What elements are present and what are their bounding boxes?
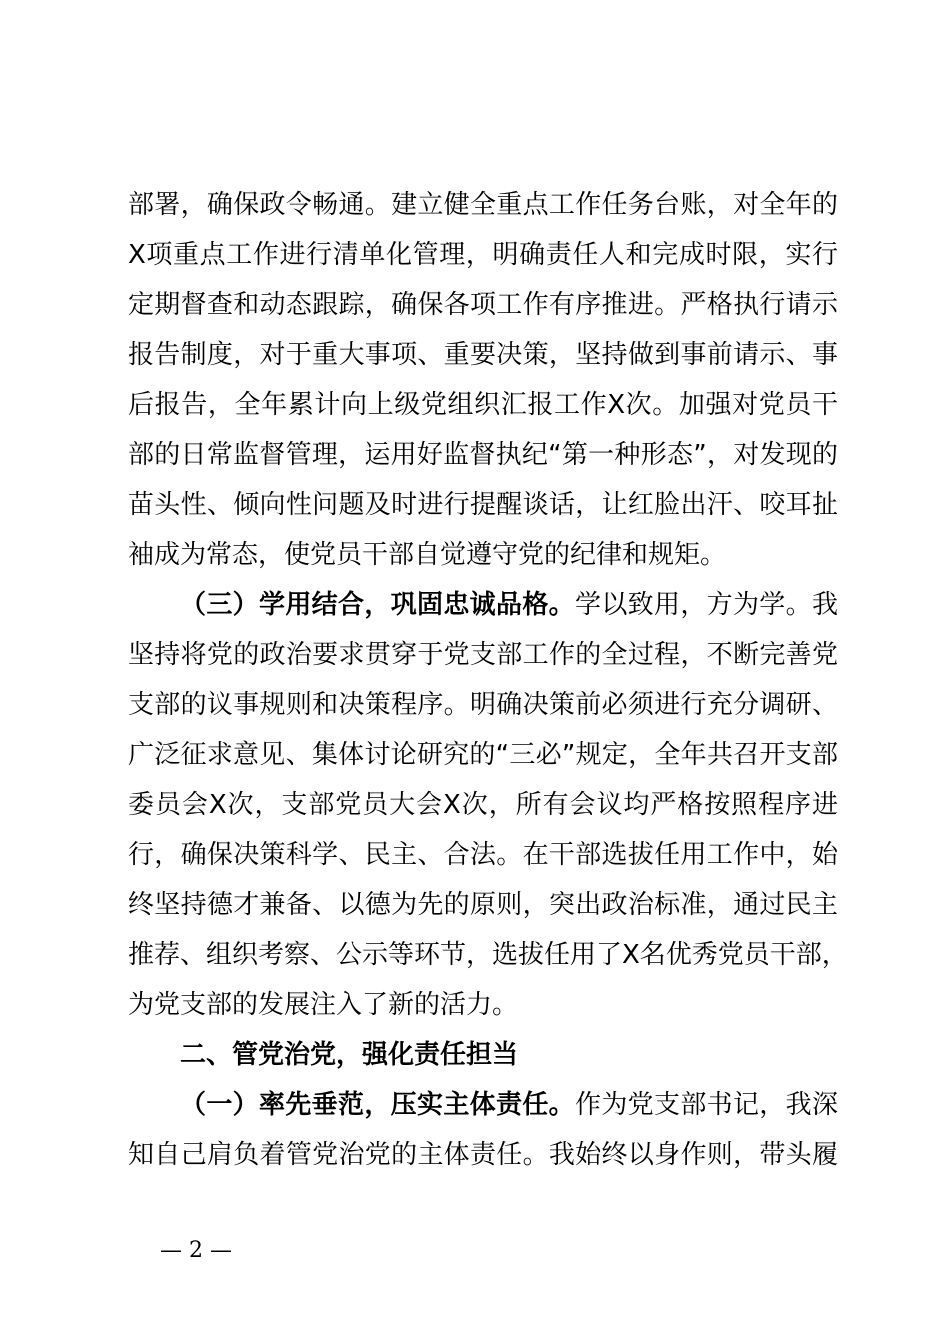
paragraph-line: 支部的议事规则和决策程序。明确决策前必须进行充分调研、: [128, 690, 838, 720]
subsection-first-line: [180, 1080, 838, 1130]
section-title: 二、管党治党，强化责任担当: [180, 1040, 519, 1070]
paragraph-line: 行，确保决策科学、民主、合法。在干部选拔任用工作中，始: [128, 840, 838, 870]
paragraph-line: 委员会X次，支部党员大会X次，所有会议均严格按照程序进: [128, 790, 838, 820]
paragraph-line: 广泛征求意见、集体讨论研究的“三必”规定，全年共召开支部: [128, 740, 838, 770]
subsection-heading: （三）学用结合，巩固忠诚品格。: [180, 590, 575, 620]
paragraph-line: 定期督查和动态跟踪，确保各项工作有序推进。严格执行请示: [128, 290, 838, 320]
paragraph-line: 知自己肩负着管党治党的主体责任。我始终以身作则，带头履: [128, 1140, 838, 1170]
page-number: — 2 —: [160, 1238, 232, 1263]
paragraph-text: 学以致用，方为学。我: [574, 590, 838, 620]
paragraph-text: 作为党支部书记，我深: [574, 1090, 838, 1120]
paragraph-line: 报告制度，对于重大事项、重要决策，坚持做到事前请示、事: [128, 340, 838, 370]
paragraph-line: 袖成为常态，使党员干部自觉遵守党的纪律和规矩。: [128, 540, 727, 570]
subsection-first-line: [180, 580, 838, 630]
paragraph-line: 部的日常监督管理，运用好监督执纪“第一种形态”，对发现的: [128, 440, 838, 470]
paragraph-line: 终坚持德才兼备、以德为先的原则，突出政治标准，通过民主: [128, 890, 838, 920]
paragraph-line: 部署，确保政令畅通。建立健全重点工作任务台账，对全年的: [128, 190, 838, 220]
subsection-heading: （一）率先垂范，压实主体责任。: [180, 1090, 575, 1120]
paragraph-line: 后报告，全年累计向上级党组织汇报工作X次。加强对党员干: [128, 390, 838, 420]
paragraph-line: 推荐、组织考察、公示等环节，选拔任用了X名优秀党员干部，: [128, 940, 848, 970]
paragraph-line: 苗头性、倾向性问题及时进行提醒谈话，让红脸出汗、咬耳扯: [128, 490, 838, 520]
paragraph-line: 为党支部的发展注入了新的活力。: [128, 990, 519, 1020]
paragraph-line: X项重点工作进行清单化管理，明确责任人和完成时限，实行: [128, 240, 838, 270]
paragraph-line: 坚持将党的政治要求贯穿于党支部工作的全过程，不断完善党: [128, 640, 838, 670]
